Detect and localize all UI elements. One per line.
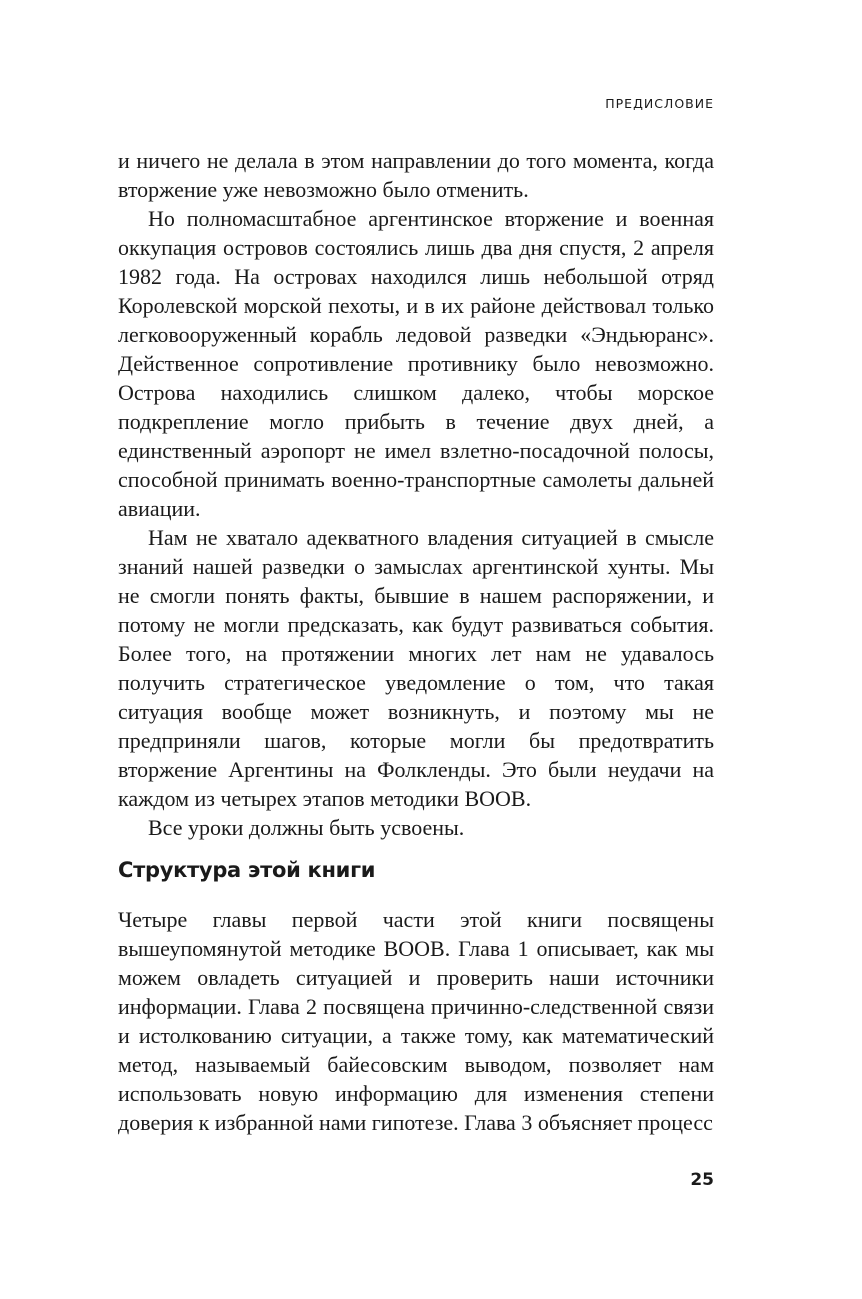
paragraph-conclusion: Все уроки должны быть усвоены. — [148, 815, 465, 840]
section-heading: Структура этой книги — [118, 858, 376, 882]
body-text-bottom — [118, 905, 714, 1137]
running-head: ПРЕДИСЛОВИЕ — [605, 96, 714, 111]
paragraph-continuation: и ничего не делала в этом направлении до того момента, когда вторжение уже невозможно было отменить. — [118, 148, 714, 202]
paragraph-lessons: Нам не хватало адекватного владения ситуацией в смысле знаний нашей разведки о замыслах аргентинской хунты. Мы не смогли понять факты, бывшие в нашем распоряжении, и потому не могли предсказать, как будут развиваться события. Более того, на протяжении многих лет нам не удавалось получить стратегическое уведомление о том, что такая ситуация вообще может возникнуть, и поэтому мы не предприняли шагов, которые могли бы предотвратить вторжение Аргентины на Фолкленды. Это были неудачи на каждом из четырех этапов методики ВООВ. — [118, 525, 714, 811]
body-text-top — [118, 146, 714, 842]
paragraph-invasion: Но полномасштабное аргентинское вторжение и военная оккупация островов состоялись лишь два дня спустя, 2 апреля 1982 года. На островах находился лишь небольшой отряд Королевской морской пехоты, и в их районе действовал только легковооруженный корабль ледовой разведки «Эндьюранс». Действенное сопротивление противнику было невозможно. Острова находились слишком далеко, чтобы морское подкрепление могло прибыть в течение двух дней, а единственный аэропорт не имел взлетно-посадочной полосы, способной принимать военно-транспортные самолеты дальней авиации. — [118, 206, 714, 521]
paragraph-structure: Четыре главы первой части этой книги посвящены вышеупомянутой методике ВООВ. Глава 1 описывает, как мы можем овладеть ситуацией и проверить наши источники информации. Глава 2 посвящена причинно-следственной связи и истолкованию ситуации, а также тому, как математический метод, называемый байесовским выводом, позволяет нам использовать новую информацию для изменения степени доверия к избранной нами гипотезе. Глава 3 объясняет процесс — [118, 907, 714, 1135]
page-number: 25 — [690, 1170, 714, 1190]
